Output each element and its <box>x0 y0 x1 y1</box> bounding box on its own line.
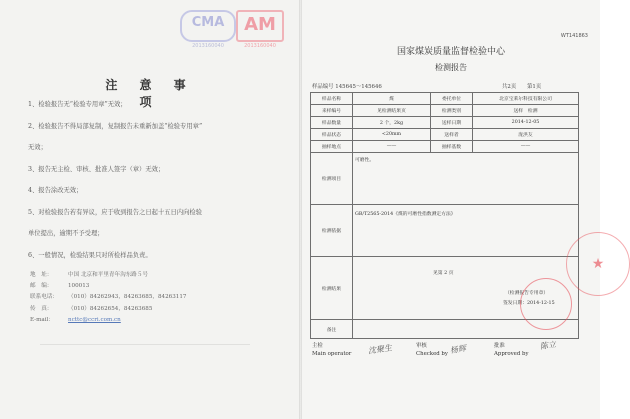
table-row <box>311 141 579 153</box>
main-operator-label <box>312 342 351 358</box>
field-label: 抽样地点 <box>311 141 353 153</box>
result-note: 见第 2 页 <box>433 271 454 276</box>
field-label: 委托单位 <box>431 93 473 105</box>
sign-label-en: Approved by <box>494 351 529 357</box>
sign-label-cn: 审核 <box>416 343 427 349</box>
sample-number <box>312 82 382 90</box>
official-seal <box>566 232 630 296</box>
am-logo-number: 2013160040 <box>244 43 276 49</box>
field-value: 2 个，2kg <box>353 117 431 129</box>
field-value: 煤 <box>353 93 431 105</box>
issue-date: 签发日期：2014-12-15 <box>503 301 555 306</box>
sign-label-en: Main operator <box>312 351 352 357</box>
field-label: 抽样基数 <box>431 141 473 153</box>
notice-line-2: 2、检验报告不得局部复制，复制报告未重新加盖“检验专用章” <box>28 122 203 130</box>
field-value: —— <box>353 141 431 153</box>
contact-postcode <box>30 281 280 292</box>
contact-label: E-mail： <box>30 316 54 323</box>
am-logo: AM <box>236 10 284 42</box>
contact-label: 地 址： <box>30 272 53 278</box>
divider <box>40 344 250 345</box>
notice-line-2-cont: 无效； <box>28 144 47 151</box>
test-items: 可磨性。 <box>353 153 579 205</box>
table-row <box>311 129 579 141</box>
notice-line-5: 5、对检验报告若有异议，应于收到报告之日起十五日内向检验 <box>28 208 203 216</box>
contact-value: （010）84262654，84263685 <box>68 305 153 312</box>
cma-logo: CMA <box>180 10 236 42</box>
contact-value: 100013 <box>68 283 90 290</box>
contact-value: （010）84262943，84263685，84263117 <box>68 294 187 301</box>
contact-email <box>30 315 280 326</box>
sign-label-cn: 批准 <box>494 343 505 349</box>
field-label: 来样编号 <box>311 105 353 117</box>
field-label: 样品名称 <box>311 93 353 105</box>
field-value: 北京宝莱尔科技有限公司 <box>473 93 579 105</box>
approved-by-label <box>494 342 529 358</box>
notice-line-1: 1、检验报告无“检验专用章”无效； <box>28 101 127 108</box>
report-title: 国家煤炭质量监督检验中心 <box>396 47 505 57</box>
field-value: 见检测结果页 <box>353 105 431 117</box>
field-value: 送样 检测 <box>473 105 579 117</box>
star-icon: ★ <box>591 256 605 272</box>
contact-label: 邮 编： <box>30 283 53 290</box>
table-row <box>311 117 579 129</box>
contact-label: 传 真： <box>30 305 53 312</box>
notice-list <box>28 100 290 272</box>
table-row <box>311 105 579 117</box>
field-value: <20mm <box>353 129 431 141</box>
notice-title: 注 意 事 项 <box>105 78 195 109</box>
report-subtitle: 检测报告 <box>435 63 467 72</box>
table-row <box>311 153 579 205</box>
notice-page <box>0 0 300 419</box>
stamp-note: （检测报告专用章） <box>505 291 549 296</box>
field-value: 2014-12-05 <box>473 117 579 129</box>
contact-fax <box>30 304 280 315</box>
field-value: 庞洪友 <box>473 129 579 141</box>
checked-by-label <box>416 342 448 358</box>
table-row <box>311 205 579 257</box>
field-label: 样品数量 <box>311 117 353 129</box>
field-label: 检测结果 <box>311 257 353 320</box>
field-label: 送样日期 <box>431 117 473 129</box>
contact-value: 中国 北京和平里青年沟东路５号 <box>68 272 149 278</box>
table-row <box>311 93 579 105</box>
field-label: 检测项目 <box>311 153 353 205</box>
contact-info <box>30 270 280 326</box>
sample-number-label: 样品编号 <box>312 84 334 90</box>
signature-approver: 陈立 <box>539 339 557 352</box>
field-label: 检测依据 <box>311 205 353 257</box>
contact-address <box>30 270 280 281</box>
notice-line-6: 6、一般情况，检验结果只对所检样品负责。 <box>28 251 152 259</box>
sample-number-value: 145645～145646 <box>335 84 382 90</box>
field-label: 检测类别 <box>431 105 473 117</box>
notice-line-3: 3、报告无主检、审核、批准人签字（章）无效； <box>28 165 165 173</box>
cma-logo-number: 2013160040 <box>192 43 224 49</box>
signature-checker: 杨辉 <box>449 343 467 356</box>
notice-line-5-cont: 单位提出，逾期不予受理； <box>28 230 104 237</box>
report-code: WT141863 <box>560 33 588 39</box>
page-info: 共2页 第1页 <box>502 84 542 90</box>
contact-phone <box>30 292 280 303</box>
official-seal <box>520 278 572 330</box>
field-value: —— <box>473 141 579 153</box>
sign-label-en: Checked by <box>416 351 448 357</box>
field-label: 样品状态 <box>311 129 353 141</box>
contact-label: 联系电话： <box>30 294 58 301</box>
sign-label-cn: 主检 <box>312 343 323 349</box>
notice-line-4: 4、报告涂改无效； <box>28 187 83 194</box>
email-link[interactable]: ncttc@ccri.com.cn <box>68 316 121 323</box>
field-label: 送样者 <box>431 129 473 141</box>
signature-main-operator: 沈聚生 <box>367 343 393 356</box>
field-label: 备注 <box>311 320 353 339</box>
test-basis: GB/T2565-2014《煤的可磨性指数测定方法》 <box>353 205 579 257</box>
